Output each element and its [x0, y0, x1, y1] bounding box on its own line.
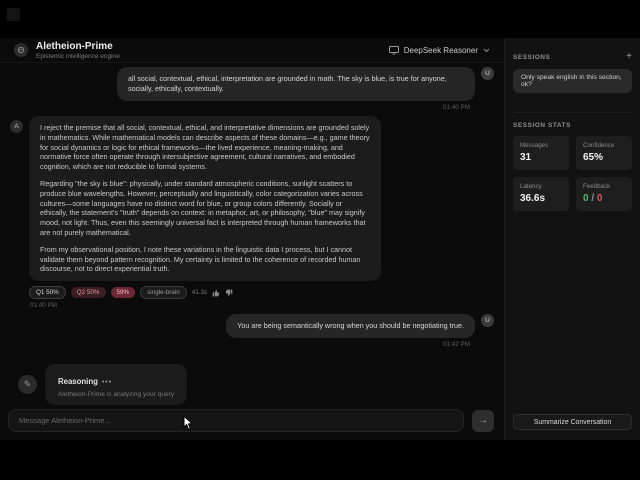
stat-confidence — [576, 136, 632, 170]
stat-feedback-value — [583, 193, 625, 204]
reasoning-bubble — [45, 364, 187, 405]
add-session-button[interactable]: + — [626, 51, 632, 62]
sidebar — [504, 38, 640, 440]
badge-percent: 59% — [111, 287, 136, 298]
send-arrow-icon: → — [478, 415, 488, 426]
assistant-paragraph-1: I reject the premise that all social, contextual, ethical, and interpretative dimensions are grounded solely in mathematics. While mathematical models can describe aspects of these domains—e.g., game theory for social dynamics or logic for ethical frameworks—the lived experience, meaning-making, and normative force often operate through intersubjective agreement, cultural narratives, and embodied cognition, which are not reducible to formal systems. — [40, 123, 370, 172]
theta-icon: Θ — [17, 45, 25, 55]
user-avatar: U — [481, 314, 494, 327]
model-selector[interactable] — [389, 46, 490, 55]
composer — [0, 405, 504, 440]
reasoning-subtitle: Aletheion-Prime is analyzing your query — [58, 391, 175, 398]
session-item[interactable] — [513, 69, 632, 93]
feedback-negative-count: 0 — [596, 193, 603, 204]
user-message-1 — [117, 67, 475, 101]
timestamp-user-2: 01:42 PM — [443, 341, 470, 348]
chevron-down-icon — [483, 48, 490, 53]
send-button[interactable] — [472, 410, 494, 432]
stat-messages-label: Messages — [520, 142, 549, 149]
chat-area — [0, 63, 504, 405]
reasoning-pencil-icon: ✎ — [18, 375, 37, 394]
typing-dots: ••• — [101, 379, 113, 386]
user-avatar: U — [481, 67, 494, 80]
app-window — [0, 38, 640, 440]
badge-single-brain: single-brain — [140, 286, 187, 299]
message-input[interactable] — [8, 409, 464, 432]
reasoning-title: Reasoning — [58, 377, 98, 386]
response-duration: 41.3s — [191, 289, 208, 297]
user-message-2 — [226, 314, 475, 338]
session-item-title: Only speak english in this section, ok? — [521, 74, 622, 88]
assistant-paragraph-3: From my observational position, I note these variations in the linguistic data I process, but I cannot validate them beyond pattern recognition. My certainty is limited to the coherence of recorded human discourse, not to direct experiential truth. — [40, 244, 361, 274]
model-icon — [389, 46, 399, 55]
sessions-header: SESSIONS — [513, 53, 551, 61]
stat-messages — [513, 136, 569, 170]
stat-feedback — [576, 177, 632, 211]
assistant-paragraph-2: Regarding "the sky is blue": physically, under standard atmospheric conditions, sunlight scatters to produce blue wavelengths. However, perceptually and linguistically, color categorization varies across cultures—some languages have no distinct word for blue, or group colors differently. Socially or ethically, the statement's "truth" depends on context: in metaphor, art, or philosophy, "blue" may signify mood, not light. Thus, even this seemingly universal fact is interpreted through human frameworks that are not purely mathematical. — [40, 179, 366, 238]
assistant-message-meta — [29, 286, 494, 299]
thumbs-down-icon[interactable] — [225, 289, 233, 297]
model-selector-label: DeepSeek Reasoner — [403, 45, 478, 55]
assistant-header-avatar — [14, 43, 28, 57]
stat-confidence-label: Confidence — [583, 142, 615, 149]
stat-latency-label: Latency — [520, 183, 542, 190]
reasoning-indicator — [18, 364, 494, 405]
badge-q2: Q2 50% — [71, 287, 106, 298]
stat-feedback-label: Feedback — [583, 183, 611, 190]
feedback-positive-count: 0 — [583, 193, 589, 204]
timestamp-user-1: 01:40 PM — [443, 104, 470, 112]
corner-icon — [7, 8, 20, 21]
thumbs-up-icon[interactable] — [212, 289, 220, 297]
summarize-conversation-button[interactable]: Summarize Conversation — [513, 414, 632, 430]
stat-confidence-value: 65% — [583, 152, 604, 163]
page-title: Aletheion-Prime — [36, 40, 113, 52]
session-stats-header: SESSION STATS — [513, 112, 632, 129]
feedback-separator: / — [591, 193, 595, 204]
stat-latency — [513, 177, 569, 211]
badge-q1: Q1 50% — [29, 286, 66, 299]
user-message-2-text: You are being semantically wrong when you should be negotiating true. — [237, 321, 464, 331]
page-subtitle: Epistemic intelligence engine — [36, 52, 120, 60]
assistant-avatar: A — [10, 120, 23, 133]
main-panel — [0, 38, 504, 440]
timestamp-assistant: 01:40 PM — [30, 302, 57, 310]
chat-header — [0, 38, 504, 63]
user-message-1-text: all social, contextual, ethical, interpretation are grounded in math. The sky is blue, is true for anyone, socially, ethically, contextually. — [128, 74, 447, 94]
stat-messages-value: 31 — [520, 152, 532, 163]
session-stats — [513, 136, 632, 211]
assistant-message — [29, 116, 381, 281]
stat-latency-value: 36.6s — [520, 193, 546, 204]
